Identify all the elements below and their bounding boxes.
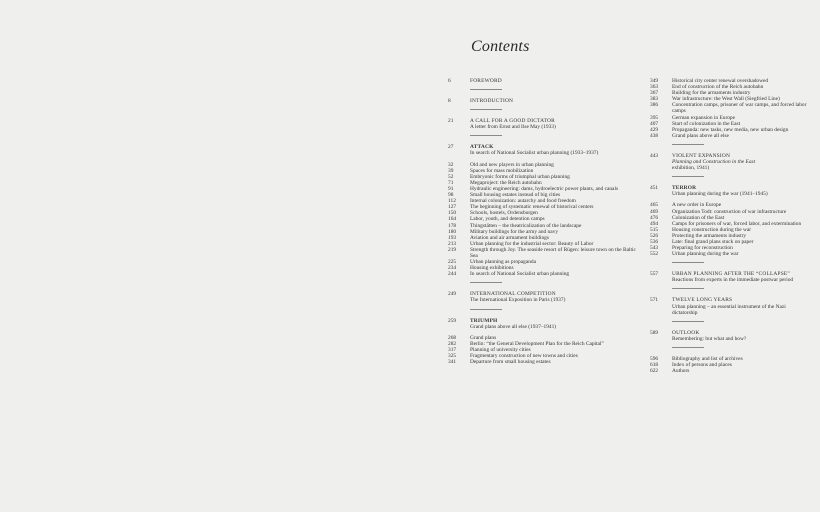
page-number: 180	[448, 228, 457, 235]
item-title: In search of National Socialist urban planning	[470, 271, 570, 278]
toc-item[interactable]	[448, 359, 638, 365]
spacer	[448, 150, 470, 156]
item-title: Old and new players in urban planning	[470, 161, 554, 168]
section-title: A CALL FOR A GOOD DICTATOR	[470, 118, 555, 125]
spacer	[448, 297, 470, 303]
page-number: 543	[650, 245, 659, 252]
spacer	[650, 277, 672, 283]
page-number: 150	[448, 210, 457, 217]
page-number: 536	[650, 238, 659, 245]
page-number: 213	[448, 240, 457, 247]
page-number: 367	[650, 90, 659, 97]
item-title: German expansion in Europe	[672, 114, 736, 121]
page-number: 8	[448, 98, 451, 105]
item-title: Propaganda: new tasks, new media, new urban design	[672, 126, 789, 133]
item-title: Schools, hostels, Ordensburgen	[470, 210, 538, 217]
item-title: Departure from small housing estates	[470, 359, 551, 366]
toc-item-list	[650, 356, 810, 374]
toc-item-list	[448, 335, 638, 365]
page-number: 21	[448, 118, 454, 125]
section-title: TWELVE LONG YEARS	[672, 297, 733, 304]
item-title: Military buildings for the army and navy	[470, 228, 559, 235]
spacer	[650, 191, 672, 197]
section-subtitle-row	[650, 336, 810, 342]
toc-item[interactable]	[650, 102, 810, 114]
page-number: 349	[650, 78, 659, 84]
item-title: Embryonic forms of triumphal urban planning	[470, 173, 570, 180]
item-title: Housing exhibitions	[470, 265, 514, 272]
page-number: 112	[448, 198, 456, 205]
item-title: Concentration camps, prisoner of war camps, and forced labor camps	[672, 102, 807, 115]
item-title: Strength through Joy. The seaside resort of Rügen: leisure town on the Baltic Sea	[470, 246, 636, 259]
page-number: 225	[448, 259, 457, 266]
section-subtitle: Urban planning during the war (1941–1945)	[672, 191, 768, 198]
toc-section	[448, 318, 638, 366]
page-number: 219	[448, 246, 457, 253]
section-subtitle: In search of National Socialist urban planning (1933–1937)	[470, 150, 599, 157]
item-title: Megaproject: the Reich autobahn	[470, 179, 542, 186]
page-number: 407	[650, 120, 659, 127]
page-number: 268	[448, 334, 457, 341]
section-subtitle-row	[650, 165, 810, 171]
toc-item[interactable]	[650, 251, 810, 257]
item-title: Colonization of the East	[672, 214, 725, 221]
toc-section	[650, 153, 810, 177]
section-title: INTERNATIONAL COMPETITION	[470, 291, 556, 298]
item-title: Historical city center renewal overshadowed	[672, 78, 769, 84]
item-title: Internal colonization: autarchy and food freedom	[470, 198, 576, 205]
section-subtitle-row	[650, 304, 810, 316]
page-number: 234	[448, 265, 457, 272]
item-title: Preparing for reconstruction	[672, 245, 733, 252]
page-number: 451	[650, 185, 659, 192]
spacer	[448, 324, 470, 330]
section-title: INTRODUCTION	[470, 98, 514, 105]
toc-item-list	[448, 162, 638, 278]
page-number: 443	[650, 152, 659, 159]
item-title: Bibliography and list of archives	[672, 355, 743, 362]
toc-section	[650, 297, 810, 321]
item-title: Urban planning as propaganda	[470, 259, 537, 266]
section-subtitle: exhibition, 1941)	[672, 165, 710, 172]
page-number: 164	[448, 216, 457, 223]
spacer	[650, 165, 672, 171]
section-title: VIOLENT EXPANSION	[672, 152, 731, 159]
section-subtitle: Grand plans above all else (1937–1941)	[470, 323, 557, 330]
page-number: 383	[650, 96, 659, 103]
item-title: Aviation and air armament buildings	[470, 234, 549, 241]
section-title: TRIUMPH	[470, 317, 498, 324]
page-number: 465	[650, 202, 659, 209]
section-subtitle: The International Exposition in Paris (1937)	[470, 297, 566, 304]
toc-item-list	[650, 202, 810, 257]
section-title: OUTLOOK	[672, 329, 700, 336]
toc-section	[448, 98, 638, 110]
page-number: 52	[448, 173, 454, 180]
section-divider	[470, 135, 502, 136]
section-subtitle-row	[448, 297, 638, 303]
page-number: 596	[650, 355, 659, 362]
item-title: Berlin: “the General Development Plan for the Reich Capital”	[470, 340, 604, 347]
page-number: 571	[650, 297, 659, 304]
section-title: FOREWORD	[470, 78, 502, 84]
toc-section	[448, 144, 638, 283]
section-title: TERROR	[672, 185, 697, 192]
toc-column-right	[650, 78, 810, 374]
item-title: Protecting the armaments industry	[672, 232, 747, 239]
page-number: 469	[650, 208, 659, 215]
toc-section-heading[interactable]	[448, 98, 638, 104]
section-divider	[672, 262, 704, 263]
page-number: 98	[448, 192, 454, 199]
item-title: Fragmentary construction of new towns and cities	[470, 353, 578, 359]
toc-section-heading[interactable]	[448, 78, 638, 84]
page-number: 71	[448, 179, 454, 186]
page-number: 127	[448, 204, 457, 211]
page-number: 386	[650, 102, 659, 109]
section-divider	[672, 144, 704, 145]
section-divider	[672, 347, 704, 348]
section-title: ATTACK	[470, 144, 494, 151]
toc-section	[650, 78, 810, 145]
item-title: Labor, youth, and detention camps	[470, 216, 545, 223]
toc-section	[650, 356, 810, 374]
section-divider	[470, 309, 502, 310]
page-number: 341	[448, 359, 457, 366]
toc-section	[650, 185, 810, 263]
spacer	[650, 304, 672, 316]
page-number: 494	[650, 220, 659, 227]
page-number: 178	[448, 222, 457, 229]
section-divider	[470, 109, 502, 110]
item-title: Late: final grand plans stuck on paper	[672, 238, 754, 245]
page-number: 515	[650, 226, 659, 233]
item-title: War infrastructure: the West Wall (Siegfried Line)	[672, 96, 780, 103]
section-subtitle: Urban planning – an essential instrument of the Nazi dictatorship	[672, 303, 786, 316]
page-number: 32	[448, 161, 454, 168]
section-divider	[672, 176, 704, 177]
item-title: Camps for prisoners of war, forced labor, and extermination	[672, 220, 802, 227]
section-divider	[672, 321, 704, 322]
page-number: 526	[650, 232, 659, 239]
section-subtitle: Remembering: but what and how?	[672, 335, 747, 342]
section-subtitle-row	[650, 191, 810, 197]
item-title: Housing construction during the war	[672, 226, 752, 233]
page-number: 325	[448, 353, 457, 359]
toc-item[interactable]	[650, 368, 810, 374]
section-subtitle: A letter from Ernst and Ilse May (1933)	[470, 124, 556, 131]
section-title: URBAN PLANNING AFTER THE “COLLAPSE”	[672, 271, 791, 278]
spacer	[650, 336, 672, 342]
toc-section	[650, 271, 810, 289]
item-title: Organization Todt: construction of war infrastructure	[672, 208, 787, 215]
page-title: Contents	[471, 38, 530, 55]
page-number: 282	[448, 340, 457, 347]
item-title: The beginning of systematic renewal of historical centers	[470, 204, 594, 211]
item-title: Building for the armaments industry	[672, 90, 751, 97]
section-subtitle-row	[448, 324, 638, 330]
spacer	[448, 124, 470, 130]
toc-section	[448, 118, 638, 136]
item-title: Start of colonization in the East	[672, 120, 741, 127]
toc-item[interactable]	[448, 271, 638, 277]
page-number: 249	[448, 291, 457, 298]
toc-column-left	[448, 78, 638, 365]
item-title: Grand plans above all else	[672, 132, 729, 139]
page-number: 589	[650, 329, 659, 336]
page-number: 395	[650, 114, 659, 121]
page-number: 429	[650, 126, 659, 133]
item-title: Planning of university cities	[470, 346, 531, 353]
page-number: 27	[448, 144, 454, 151]
page-number: 91	[448, 185, 454, 192]
item-title: Small housing estates instead of big cities	[470, 192, 561, 199]
toc-section	[448, 291, 638, 309]
page-number: 552	[650, 251, 659, 258]
page-number: 259	[448, 317, 457, 324]
item-title: End of construction of the Reich autobahn	[672, 84, 764, 91]
item-title: Thingstätten – the theatricalization of the landscape	[470, 222, 582, 229]
section-divider	[470, 89, 502, 90]
item-title: Grand plans	[470, 334, 497, 341]
section-subtitle-row	[650, 277, 810, 283]
section-subtitle-row	[448, 124, 638, 130]
item-title: A new order in Europe	[672, 202, 722, 209]
item-title: Urban planning during the war	[672, 251, 739, 258]
section-divider	[470, 282, 502, 283]
page-number: 622	[650, 368, 659, 375]
page-number: 438	[650, 132, 659, 139]
item-title: Urban planning for the industrial sector: Beauty of Labor	[470, 240, 594, 247]
page-number: 476	[650, 214, 659, 221]
item-title: Spaces for mass mobilization	[470, 167, 534, 174]
page-number: 6	[448, 78, 451, 84]
toc-section	[448, 78, 638, 90]
page-number: 39	[448, 167, 454, 174]
section-subtitle-row	[448, 150, 638, 156]
page-number: 363	[650, 84, 659, 91]
toc-item[interactable]	[448, 247, 638, 259]
toc-item-list	[650, 78, 810, 139]
section-subtitle: Planning and Construction in the East	[672, 159, 756, 166]
toc-item[interactable]	[650, 133, 810, 139]
item-title: Hydraulic engineering: dams, hydroelectric power plants, and canals	[470, 185, 619, 192]
page-number: 618	[650, 362, 659, 368]
toc-section	[650, 330, 810, 348]
page-number: 193	[448, 234, 457, 241]
item-title: Index of persons and places	[672, 362, 732, 368]
section-subtitle: Reactions from experts in the immediate postwar period	[672, 277, 794, 284]
page-number: 317	[448, 346, 457, 353]
section-divider	[672, 288, 704, 289]
page-number: 557	[650, 271, 659, 278]
page-number: 244	[448, 271, 457, 278]
item-title: Authors	[672, 368, 690, 375]
